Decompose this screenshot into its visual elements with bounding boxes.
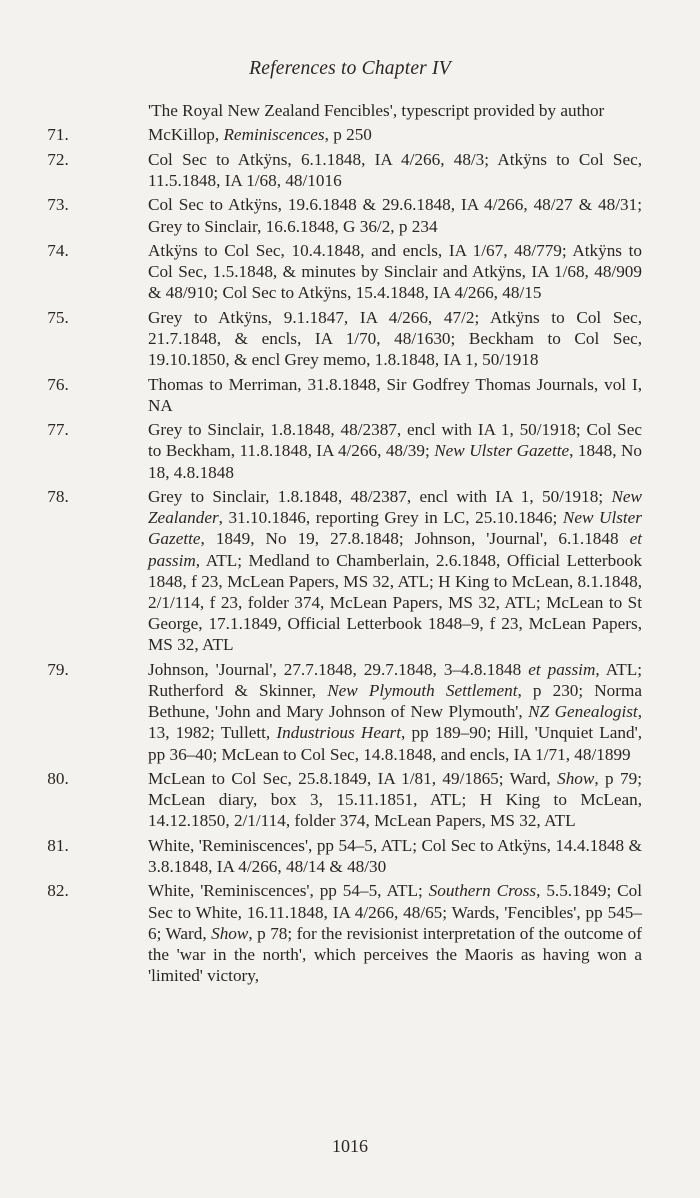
reference-number: 71. [47, 125, 69, 145]
reference-segment: , 5.5.1849; Col Sec to White, 16.11.1848, IA 4/266, 48/65; Wards, 'Fencibles', pp 545–6; Ward, [148, 881, 642, 943]
italic-title: New Plymouth Settlement [327, 680, 518, 700]
reference-text [148, 307, 642, 371]
reference-segment: Col Sec to Atkÿns, 6.1.1848, IA 4/266, 48/3; Atkÿns to Col Sec, 11.5.1848, IA 1/68, 48/1016 [148, 149, 642, 190]
italic-title: Southern Cross [428, 881, 537, 901]
reference-list [47, 100, 643, 990]
reference-number: 79. [47, 659, 69, 679]
italic-title: et passim [528, 659, 596, 679]
reference-segment: , 1849, No 19, 27.8.1848; Johnson, 'Journal', 6.1.1848 [200, 529, 630, 549]
reference-text [148, 240, 642, 304]
reference-number: 74. [47, 240, 69, 260]
reference-text [148, 768, 642, 832]
italic-title: New Ulster Gazette [434, 441, 570, 461]
reference-number: 80. [47, 768, 69, 788]
reference-segment: Grey to Sinclair, 1.8.1848, 48/2387, encl with IA 1, 50/1918; Col Sec to Beckham, 11.8.1848, IA 4/266, 48/39; [148, 420, 642, 461]
italic-title: et passim [148, 529, 642, 570]
reference-item [47, 149, 642, 191]
reference-text [148, 149, 642, 191]
reference-number: 82. [47, 881, 69, 901]
reference-item [47, 486, 642, 656]
italic-title: Show [211, 923, 249, 943]
italic-title: Industrious Heart [276, 723, 402, 743]
reference-number: 77. [47, 420, 69, 440]
italic-title: Reminiscences [223, 125, 325, 145]
italic-title: New Ulster Gazette [148, 508, 642, 549]
reference-segment: , p 230; Norma Bethune, 'John and Mary Johnson of New Plymouth', [148, 680, 642, 722]
reference-number: 75. [47, 307, 69, 327]
italic-title: Show [557, 768, 595, 788]
reference-segment: , p 79; McLean diary, box 3, 15.11.1851, ATL; H King to McLean, 14.12.1850, 2/1/114, folder 374, McLean Papers, MS 32, ATL [148, 768, 642, 831]
reference-segment: McKillop, [148, 125, 224, 145]
reference-item [47, 194, 642, 236]
reference-item [47, 124, 642, 145]
reference-segment: , 1848, No 18, 4.8.1848 [148, 441, 642, 482]
reference-text: 'The Royal New Zealand Fencibles', typescript provided by author [148, 101, 605, 120]
reference-segment: Grey to Atkÿns, 9.1.1847, IA 4/266, 47/2; Atkÿns to Col Sec, 21.7.1848, & encls, IA 1/70, 48/1630; Beckham to Col Sec, 19.10.1850, & encl Grey memo, 1.8.1848, IA 1, 50/1918 [148, 307, 642, 370]
reference-text [148, 419, 642, 483]
reference-segment: , p 78; for the revisionist interpretation of the outcome of the 'war in the north', which perceives the Maoris as having won a 'limited' victory, [148, 923, 643, 986]
reference-text [148, 124, 642, 145]
reference-segment: White, 'Reminiscences', pp 54–5, ATL; [148, 881, 429, 901]
reference-text [148, 880, 642, 986]
reference-segment: , pp 189–90; Hill, 'Unquiet Land', pp 36–40; McLean to Col Sec, 14.8.1848, and encls, IA 1/71, 48/1899 [148, 723, 642, 764]
reference-text [148, 659, 642, 765]
reference-segment: McLean to Col Sec, 25.8.1849, IA 1/81, 49/1865; Ward, [148, 768, 558, 788]
reference-item [47, 307, 642, 371]
reference-segment: Grey to Sinclair, 1.8.1848, 48/2387, encl with IA 1, 50/1918; [148, 486, 612, 506]
reference-item [47, 240, 642, 304]
reference-segment: , ATL; Medland to Chamberlain, 2.6.1848, Official Letterbook 1848, f 23, McLean Papers, MS 32, ATL; H King to McLean, 8.1.1848, 2/1/114, f 23, folder 374, McLean Papers, MS 32, ATL; McLean to St George, 17.1.1849, Official Letterbook 1848–9, f 23, McLean Papers, MS 32, ATL [148, 550, 642, 655]
italic-title: New Zealander [148, 486, 642, 528]
reference-text [148, 486, 642, 656]
reference-number: 78. [47, 486, 69, 506]
reference-number: 76. [47, 374, 69, 394]
reference-segment: , 13, 1982; Tullett, [148, 702, 642, 743]
reference-text [148, 835, 642, 877]
reference-item [47, 374, 642, 416]
reference-segment: Johnson, 'Journal', 27.7.1848, 29.7.1848, 3–4.8.1848 [148, 659, 529, 679]
reference-number: 81. [47, 835, 69, 855]
reference-item [47, 768, 642, 832]
reference-segment: , ATL; Rutherford & Skinner, [148, 659, 643, 700]
reference-segment: White, 'Reminiscences', pp 54–5, ATL; Col Sec to Atkÿns, 14.4.1848 & 3.8.1848, IA 4/266, 48/14 & 48/30 [148, 835, 642, 876]
reference-item [47, 659, 643, 765]
reference-number: 72. [47, 149, 69, 169]
reference-number: 73. [47, 195, 69, 215]
reference-segment: Atkÿns to Col Sec, 10.4.1848, and encls, IA 1/67, 48/779; Atkÿns to Col Sec, 1.5.1848, & minutes by Sinclair and Atkÿns, IA 1/68, 48/909 & 48/910; Col Sec to Atkÿns, 15.4.1848, IA 4/266, 48/15 [148, 240, 642, 303]
reference-segment: , 31.10.1846, reporting Grey in LC, 25.10.1846; [218, 508, 563, 528]
italic-title: NZ Genealogist [528, 702, 638, 722]
reference-text [148, 194, 642, 236]
page-number: 1016 [332, 1136, 368, 1156]
reference-segment: Thomas to Merriman, 31.8.1848, Sir Godfrey Thomas Journals, vol I, NA [148, 374, 642, 415]
reference-text [148, 374, 642, 416]
reference-continuation [102, 100, 642, 121]
reference-item [47, 835, 642, 877]
reference-segment: , p 250 [324, 125, 372, 145]
reference-item [47, 880, 643, 986]
reference-segment: Col Sec to Atkÿns, 19.6.1848 & 29.6.1848, IA 4/266, 48/27 & 48/31; Grey to Sinclair, 16.6.1848, G 36/2, p 234 [148, 195, 642, 236]
page-title: References to Chapter IV [249, 58, 451, 79]
reference-item [47, 419, 642, 483]
